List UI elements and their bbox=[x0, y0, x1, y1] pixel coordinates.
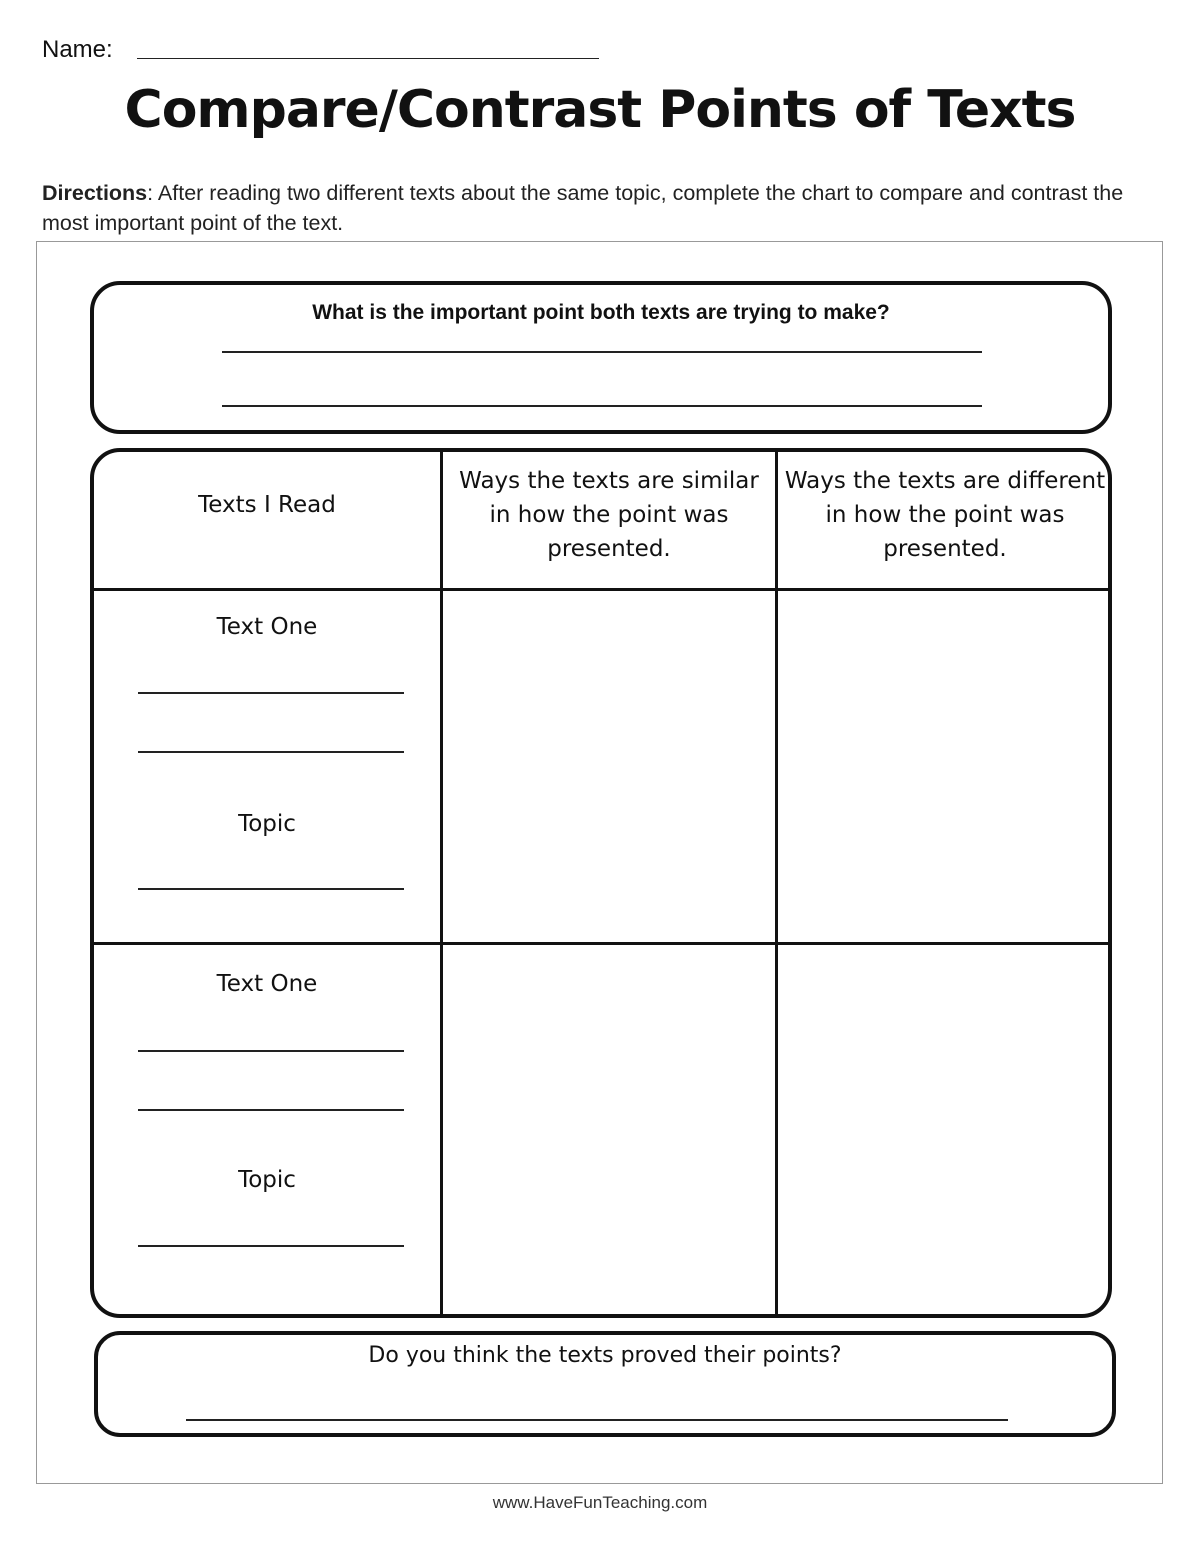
row1-text-blank[interactable] bbox=[138, 751, 404, 753]
answer-line[interactable] bbox=[186, 1419, 1008, 1421]
page-title: Compare/Contrast Points of Texts bbox=[124, 80, 1076, 140]
header-texts-i-read: Texts I Read bbox=[198, 492, 336, 518]
row2-text-blank[interactable] bbox=[138, 1109, 404, 1111]
row1-topic-label: Topic bbox=[238, 811, 296, 837]
row1-text-blank[interactable] bbox=[138, 692, 404, 694]
header-different: Ways the texts are different in how the point was presented. bbox=[784, 468, 1106, 562]
directions bbox=[42, 178, 1152, 238]
important-point-question: What is the important point both texts are trying to make? bbox=[312, 301, 890, 324]
proved-points-box bbox=[94, 1331, 1116, 1437]
row2-text-label: Text One bbox=[216, 971, 318, 997]
row2-topic-blank[interactable] bbox=[138, 1245, 404, 1247]
row2-text-blank[interactable] bbox=[138, 1050, 404, 1052]
directions-label: Directions bbox=[42, 181, 148, 205]
row1-different-cell[interactable] bbox=[778, 591, 1112, 942]
row2-similar-cell[interactable] bbox=[443, 945, 775, 1315]
compare-table bbox=[90, 448, 1112, 1318]
row2-different-cell[interactable] bbox=[778, 945, 1112, 1315]
proved-points-question: Do you think the texts proved their points? bbox=[368, 1343, 842, 1368]
row1-text-label: Text One bbox=[216, 614, 318, 640]
important-point-box bbox=[90, 281, 1112, 434]
footer-url: www.HaveFunTeaching.com bbox=[492, 1493, 708, 1512]
answer-line[interactable] bbox=[222, 351, 982, 353]
answer-line[interactable] bbox=[222, 405, 982, 407]
row2-topic-label: Topic bbox=[238, 1167, 296, 1193]
directions-text: : After reading two different texts about the same topic, complete the chart to compare and contrast the most important point of the text. bbox=[42, 181, 1124, 235]
header-similar: Ways the texts are similar in how the point was presented. bbox=[459, 468, 759, 562]
row1-similar-cell[interactable] bbox=[443, 591, 775, 942]
name-label: Name: bbox=[42, 36, 113, 63]
name-blank-line[interactable] bbox=[137, 58, 599, 59]
row1-topic-blank[interactable] bbox=[138, 888, 404, 890]
